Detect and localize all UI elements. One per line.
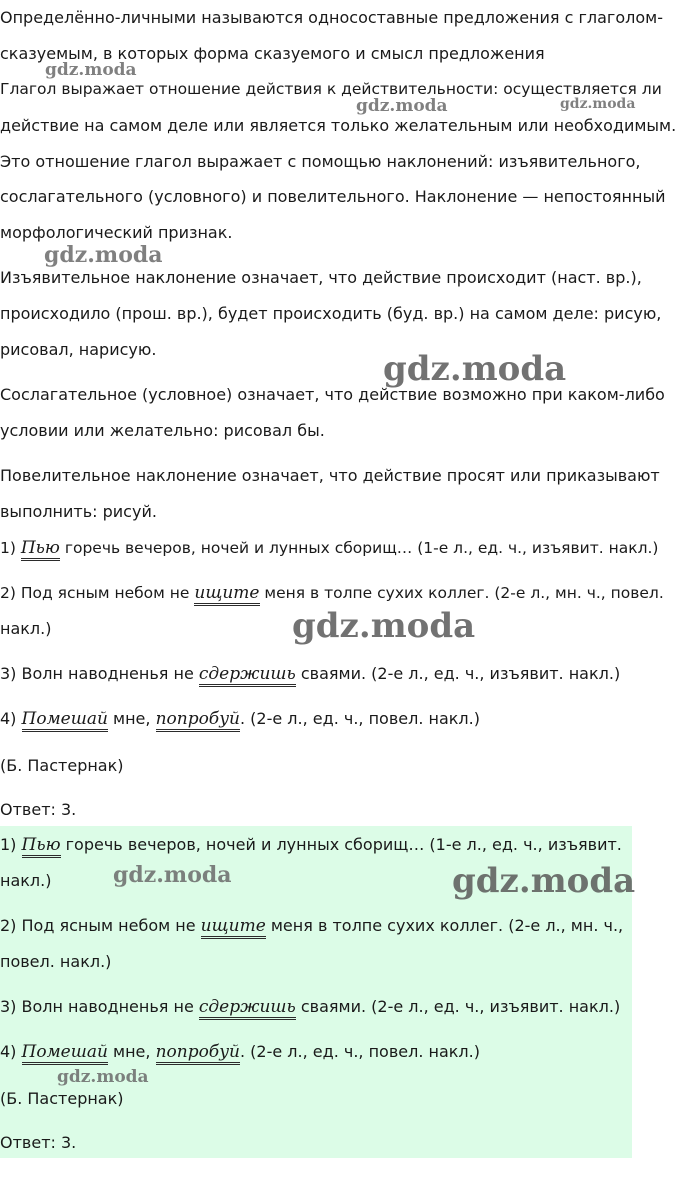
sentence-4: [0, 709, 480, 729]
sentence-2-wrap: накл.): [0, 619, 52, 638]
sentence-text: 2) Под ясным небом не: [0, 584, 195, 602]
verb-handwritten: ищите: [194, 583, 259, 606]
sentence-text: 3) Волн наводненья не: [0, 664, 199, 683]
box-author-citation: (Б. Пастернак): [0, 1089, 124, 1108]
verb-handwritten: Помешай: [22, 1042, 108, 1065]
sentence-2: [0, 583, 664, 603]
theory-line: морфологический признак.: [0, 223, 233, 242]
sentence-text: мне,: [107, 1042, 156, 1061]
sentence-text: сваями. (2-е л., ед. ч., изъявит. накл.): [295, 997, 621, 1016]
box-sentence-1: [0, 835, 622, 855]
watermark-logo: gdz.moda: [45, 60, 137, 80]
watermark-logo: gdz.moda: [113, 862, 232, 888]
sentence-text: сваями. (2-е л., ед. ч., изъявит. накл.): [295, 664, 621, 683]
theory-line: Повелительное наклонение означает, что действие просят или приказывают: [0, 466, 660, 485]
verb-handwritten: Пью: [22, 835, 61, 858]
sentence-1: [0, 538, 658, 558]
theory-line: сказуемым, в которых форма сказуемого и смысл предложения: [0, 44, 545, 63]
theory-line: выполнить: рисуй.: [0, 502, 157, 521]
box-answer-text: Ответ: 3.: [0, 1133, 77, 1152]
verb-handwritten: Помешай: [22, 709, 108, 732]
theory-line: Сослагательное (условное) означает, что действие возможно при каком-либо: [0, 385, 665, 404]
sentence-text: . (2-е л., ед. ч., повел. накл.): [240, 709, 480, 728]
theory-line: Это отношение глагол выражает с помощью наклонений: изъявительного,: [0, 152, 641, 171]
sentence-text: 2) Под ясным небом не: [0, 916, 201, 935]
watermark-logo: gdz.moda: [560, 96, 636, 112]
verb-handwritten: сдержишь: [199, 664, 296, 687]
sentence-text: 3) Волн наводненья не: [0, 997, 199, 1016]
sentence-text: горечь вечеров, ночей и лунных сборищ… (1-е л., ед. ч., изъявит.: [60, 835, 622, 854]
sentence-number: 1): [0, 539, 21, 557]
sentence-number: 4): [0, 709, 22, 728]
sentence-text: горечь вечеров, ночей и лунных сборищ… (1-е л., ед. ч., изъявит. накл.): [59, 539, 659, 557]
watermark-logo: gdz.moda: [57, 1067, 149, 1087]
verb-handwritten: попробуй: [156, 1042, 240, 1065]
watermark-logo: gdz.moda: [452, 861, 636, 901]
watermark-logo: gdz.moda: [383, 349, 567, 389]
box-sentence-1-wrap: накл.): [0, 871, 52, 890]
box-sentence-3: [0, 997, 620, 1017]
theory-line: рисовал, нарисую.: [0, 340, 157, 359]
theory-line: Изъявительное наклонение означает, что действие происходит (наст. вр.),: [0, 268, 642, 287]
box-sentence-2-wrap: повел. накл.): [0, 952, 112, 971]
sentence-number: 1): [0, 835, 22, 854]
box-sentence-2: [0, 916, 623, 936]
verb-handwritten: сдержишь: [199, 997, 296, 1020]
sentence-text: . (2-е л., ед. ч., повел. накл.): [240, 1042, 480, 1061]
sentence-text: мне,: [107, 709, 156, 728]
watermark-logo: gdz.moda: [356, 96, 448, 116]
theory-line: происходило (прош. вр.), будет происходить (буд. вр.) на самом деле: рисую,: [0, 304, 662, 323]
answer-text: Ответ: 3.: [0, 800, 77, 819]
theory-line: сослагательного (условного) и повелительного. Наклонение — непостоянный: [0, 187, 666, 206]
verb-handwritten: ищите: [201, 916, 266, 939]
watermark-logo: gdz.moda: [292, 606, 476, 646]
theory-line: условии или желательно: рисовал бы.: [0, 421, 325, 440]
author-citation: (Б. Пастернак): [0, 756, 124, 775]
watermark-logo: gdz.moda: [44, 242, 163, 268]
theory-line: действие на самом деле или является только желательным или необходимым.: [0, 116, 677, 135]
theory-line: Определённо-личными называются односоставные предложения с глаголом-: [0, 8, 663, 27]
verb-handwritten: Пью: [21, 538, 60, 561]
sentence-3: [0, 664, 620, 684]
verb-handwritten: попробуй: [156, 709, 240, 732]
sentence-text: меня в толпе сухих коллег. (2-е л., мн. ч.,: [265, 916, 624, 935]
theory-line: Глагол выражает отношение действия к действительности: осуществляется ли: [0, 80, 662, 98]
box-sentence-4: [0, 1042, 480, 1062]
sentence-text: меня в толпе сухих коллег. (2-е л., мн. ч., повел.: [259, 584, 664, 602]
sentence-number: 4): [0, 1042, 22, 1061]
